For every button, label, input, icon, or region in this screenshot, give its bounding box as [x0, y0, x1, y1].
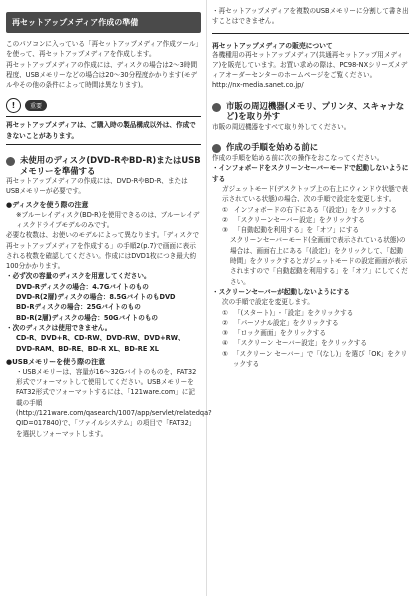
usb-split-note: ・ 再セットアップメディアを複数のUSBメモリーに分割して書き出すことはできません。 [212, 6, 409, 27]
step-text: 「ロック画面」をクリックする [234, 329, 326, 338]
step-item: ① インフォボードの右下にある「(設定)」をクリックする [222, 205, 397, 214]
unusable-list: CD-R、DVD+R、CD-RW、DVD-RW、DVD+RW、DVD-RAM、BD-RE、BD-R XL、BD-RE XL [16, 334, 185, 353]
step-text: 「(スタート)」-「設定」をクリックする [234, 308, 354, 317]
section-bullet-icon [212, 103, 221, 112]
step-text: 「パーソナル設定」をクリックする [234, 318, 339, 327]
warning-header [6, 98, 201, 113]
section-title: 未使用のディスク(DVD-RやBD-R)またはUSBメモリーを準備する [20, 155, 201, 176]
section-remove-peripherals [212, 101, 409, 122]
warning-box [6, 116, 201, 145]
unusable-heading: ・ 次のディスクは使用できません。 [6, 323, 201, 333]
screensaver-heading: ・ スクリーンセーバーが起動しないようにする [212, 287, 409, 297]
capacity-line: DVD-Rディスクの場合：4.7Gバイトのもの [16, 282, 149, 291]
capacity-line: BD-Rディスクの場合：25Gバイトのもの [16, 303, 141, 312]
section-title: 作成の手順を始める前に [226, 142, 319, 153]
section-text: 再セットアップメディアの作成には、DVD-RやBD-R、またはUSBメモリーが必要です。 [6, 177, 188, 196]
step-text: インフォボードの右下にある「(設定)」をクリックする [234, 205, 397, 214]
step-text: 「スクリーン セーバー」で「(なし)」を選び「OK」をクリックする [232, 349, 408, 369]
exclamation-icon: ! [6, 98, 21, 113]
disk-paragraph: 必要な枚数は、お使いのモデルによって異なります。「ディスクで再セットアップメディアを作成する」の手順2(p.7)で画面に表示される枚数を確認してください。作成にはDVD1枚につき最大約100分かかります。 [6, 231, 200, 271]
step-item: ③ 「自動起動を利用する」を「オフ」にする [222, 226, 360, 235]
usb-notes-heading: ●USBメモリーを使う際の注意 [6, 357, 106, 366]
intro-paragraph-2: 再セットアップメディアの作成には、ディスクの場合は2～3時間程度、USBメモリーなどの場合は20～30分程度かかります(モデルやその他の条件によって時間は異なります)。 [6, 60, 198, 90]
sales-text: 各機種用の再セットアップメディア(共通再セットアップ用メディア)を販売しています。お買い求めの際は、PC98-NXシリーズメディアオーダーセンターのホームページをご覧ください。 [212, 50, 408, 80]
infoboard-text: ガジェットモード(デスクトップ上の右上にウィンドウ状態で表示されている状態)の場合、次の手順で設定を変更します。 [222, 184, 408, 204]
section-before-start [212, 142, 409, 153]
disk-note: ※ブルーレイディスク(BD-R)を使用できるのは、ブルーレイディスクドライブモデルのみです。 [16, 210, 200, 229]
section-bullet-icon [6, 157, 15, 166]
sales-heading: 再セットアップメディアの販売について [212, 41, 333, 50]
sales-url[interactable]: http://nx-media.sanet.co.jp/ [212, 81, 304, 90]
capacity-heading: ・ 必ず次の容量のディスクを用意してください。 [6, 271, 201, 281]
screensaver-mode-note: スクリーンセーバーモード(全画面で表示されている状態)の場合は、画面右上にある「(設定)」をクリックして、「起動時間」をクリックするとガジェットモードの設定画面が表示されますので「自動起動を利用する」を「オフ」にしてください。 [230, 236, 408, 286]
section-prepare-media [6, 155, 201, 176]
section-bullet-icon [212, 144, 221, 153]
screensaver-text: 次の手順で設定を変更します。 [222, 298, 314, 307]
important-badge: 重要 [25, 100, 47, 111]
warning-text: 再セットアップメディアは、ご購入時の製品構成以外は、作成できないことがあります。 [6, 121, 196, 140]
infoboard-heading: ・ インフォボードをスクリーンセーバーモードで起動しないようにする [212, 163, 409, 184]
section-title: 市販の周辺機器(メモリ、プリンタ、スキャナなど)を取り外す [226, 100, 405, 122]
step-item: ④ 「スクリーン セーバー設定」をクリックする [222, 339, 367, 348]
capacity-line: DVD-R(2層)ディスクの場合：8.5GバイトのもDVD [16, 293, 176, 302]
capacity-line: BD-R(2層)ディスクの場合：50Gバイトのもの [16, 313, 159, 322]
step-item: ② 「スクリーンセーバー設定」をクリックする [222, 215, 365, 224]
right-column [212, 0, 409, 369]
left-column [6, 0, 212, 439]
step-text: 「自動起動を利用する」を「オフ」にする [234, 226, 360, 235]
intro-paragraph-1: このパソコンに入っている「再セットアップメディア作成ツール」を使って、再セットアップメディアを作成します。 [6, 40, 199, 59]
step-item: ② 「パーソナル設定」をクリックする [222, 318, 339, 327]
column-divider [206, 0, 207, 596]
section-text: 作成の手順を始める前に次の操作をおこなってください。 [212, 154, 384, 163]
usb-note: ・ USBメモリーは、容量が16～32Gバイトのものを、FAT32形式でフォーマットして使用してください。USBメモリーをFAT32形式でフォーマットするには、「121ware.com」に記載の手順(http://121ware.com/qasearch/1007/app/servlet/relatedqa?QID=017840)で、「ファイルシステム」の項目で「FAT32」を選択しフォーマットします。 [6, 367, 201, 439]
step-item: ① 「(スタート)」-「設定」をクリックする [222, 308, 354, 317]
divider-line [212, 33, 409, 34]
step-item: ③ 「ロック画面」をクリックする [222, 329, 326, 338]
disk-notes-heading: ●ディスクを使う際の注意 [6, 200, 89, 209]
step-item: ⑤ 「スクリーン セーバー」で「(なし)」を選び「OK」をクリックする [222, 349, 408, 369]
step-text: 「スクリーン セーバー設定」をクリックする [234, 339, 367, 348]
step-text: 「スクリーンセーバー設定」をクリックする [234, 215, 365, 224]
section-header: 再セットアップメディア作成の準備 [6, 12, 201, 33]
section-text: 市販の周辺機器をすべて取り外してください。 [212, 122, 351, 131]
